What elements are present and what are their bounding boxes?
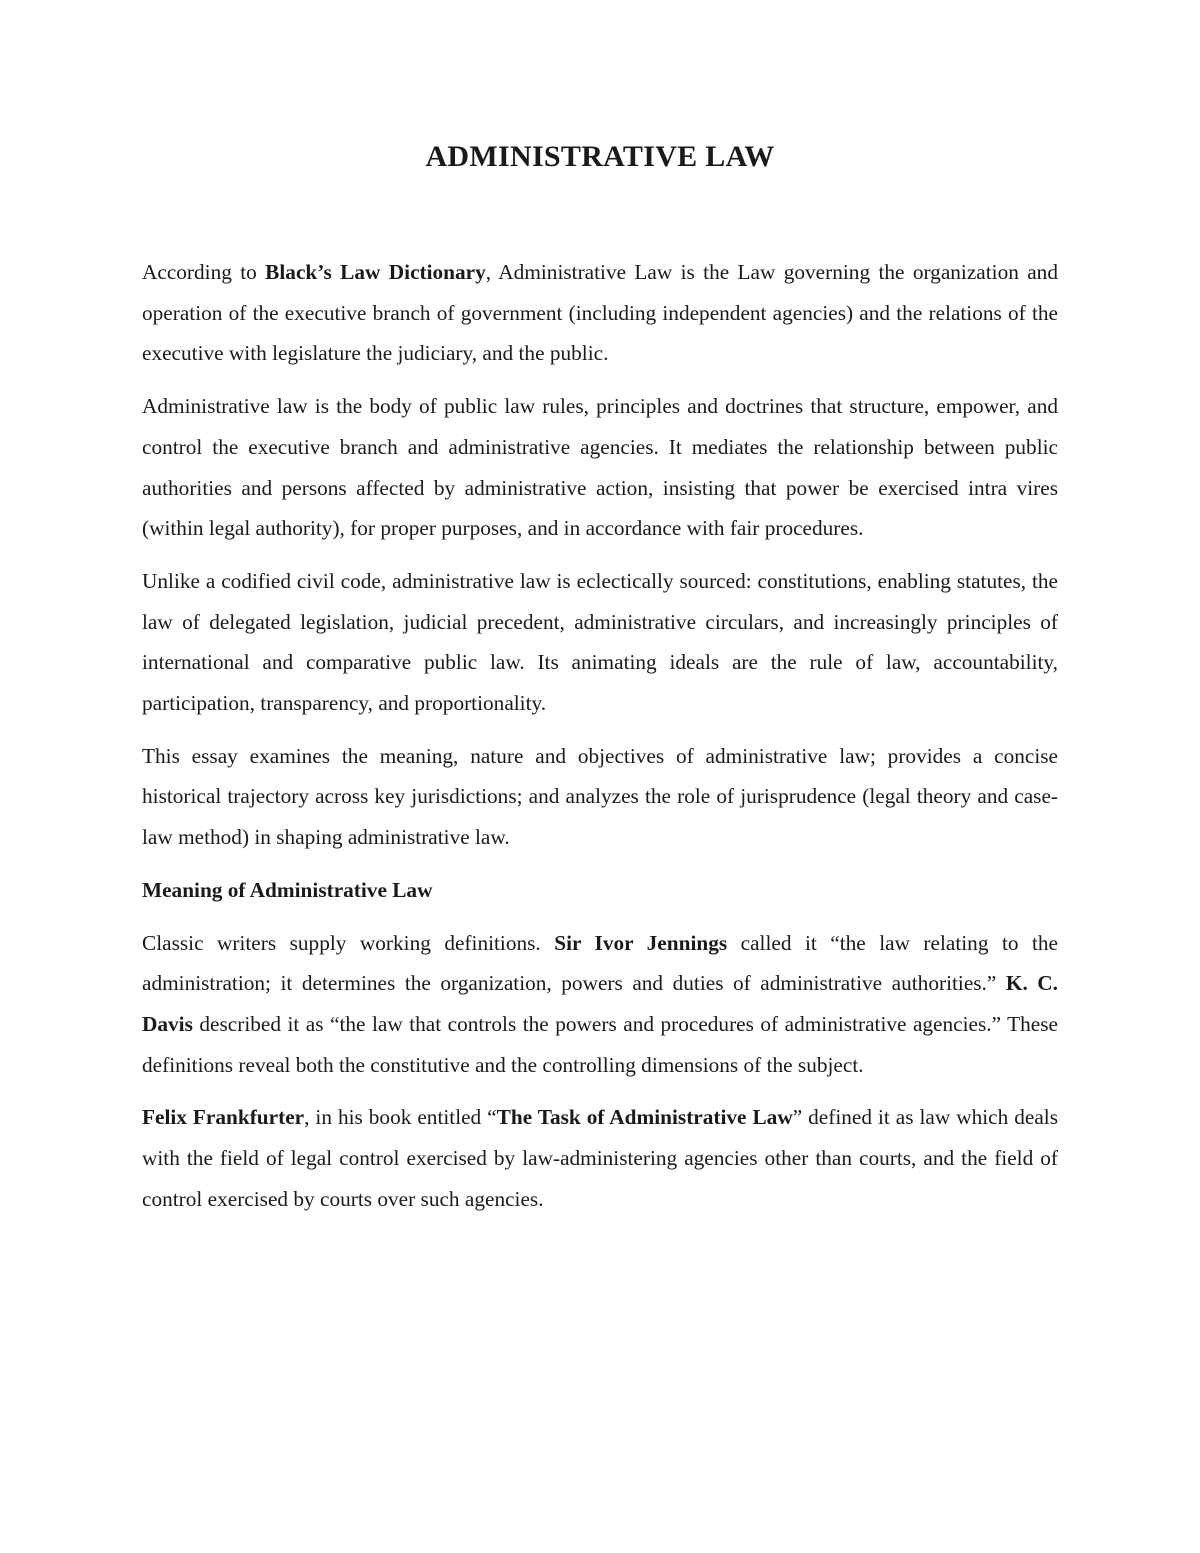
p1-text-1: According to	[142, 260, 266, 284]
book-title-ref: The Task of Administrative Law	[496, 1105, 793, 1130]
paragraph-frankfurter	[142, 1097, 1058, 1219]
paragraph-body-of-law: Administrative law is the body of public law rules, principles and doctrines that structure, empower, and control the executive branch and administrative agencies. It mediates the relationship between public authorities and persons affected by administrative action, insisting that power be exercised intra vires (within legal authority), for proper purposes, and in accordance with fair procedures.	[142, 394, 1058, 541]
paragraph-classic-definitions	[142, 923, 1058, 1086]
section-heading-meaning: Meaning of Administrative Law	[142, 877, 433, 902]
frankfurter-ref: Felix Frankfurter	[142, 1105, 305, 1130]
p1-text-2: , Administrative Law is the Law governing the organization and operation of the executive branch of government (including independent agencies) and the relations of the executive with legislature the judiciary, and the public.	[142, 260, 1058, 366]
p6-text-1: , in his book entitled “	[304, 1105, 497, 1130]
jennings-ref: Sir Ivor Jennings	[554, 930, 728, 955]
p5-text-3: described it as “the law that controls the powers and procedures of administrative agencies.” These definitions reveal both the constitutive and the controlling dimensions of the subject.	[142, 1011, 1058, 1077]
paragraph-sources: Unlike a codified civil code, administrative law is eclectically sourced: constitutions, enabling statutes, the law of delegated legislation, judicial precedent, administrative circulars, and increasingly principles of international and comparative public law. Its animating ideals are the rule of law, accountability, participation, transparency, and proportionality.	[142, 568, 1058, 716]
paragraph-blacks-definition	[142, 252, 1058, 374]
p5-text-2: called it “the law relating to the administration; it determines the organization, powers and duties of administrative authorities.”	[142, 930, 1058, 996]
paragraph-essay-scope: This essay examines the meaning, nature and objectives of administrative law; provides a concise historical trajectory across key jurisdictions; and analyzes the role of jurisprudence (legal theory and case-law method) in shaping administrative law.	[142, 743, 1058, 850]
p5-text-1: Classic writers supply working definitions.	[142, 930, 555, 955]
p6-text-2: ” defined it as law which deals with the field of legal control exercised by law-administering agencies other than courts, and the field of control exercised by courts over such agencies.	[142, 1105, 1059, 1211]
document-body	[142, 252, 1058, 1231]
document-title: ADMINISTRATIVE LAW	[425, 140, 775, 173]
davis-ref: K. C. Davis	[142, 971, 1059, 1036]
blacks-law-dictionary-ref: Black’s Law Dictionary	[265, 260, 486, 284]
